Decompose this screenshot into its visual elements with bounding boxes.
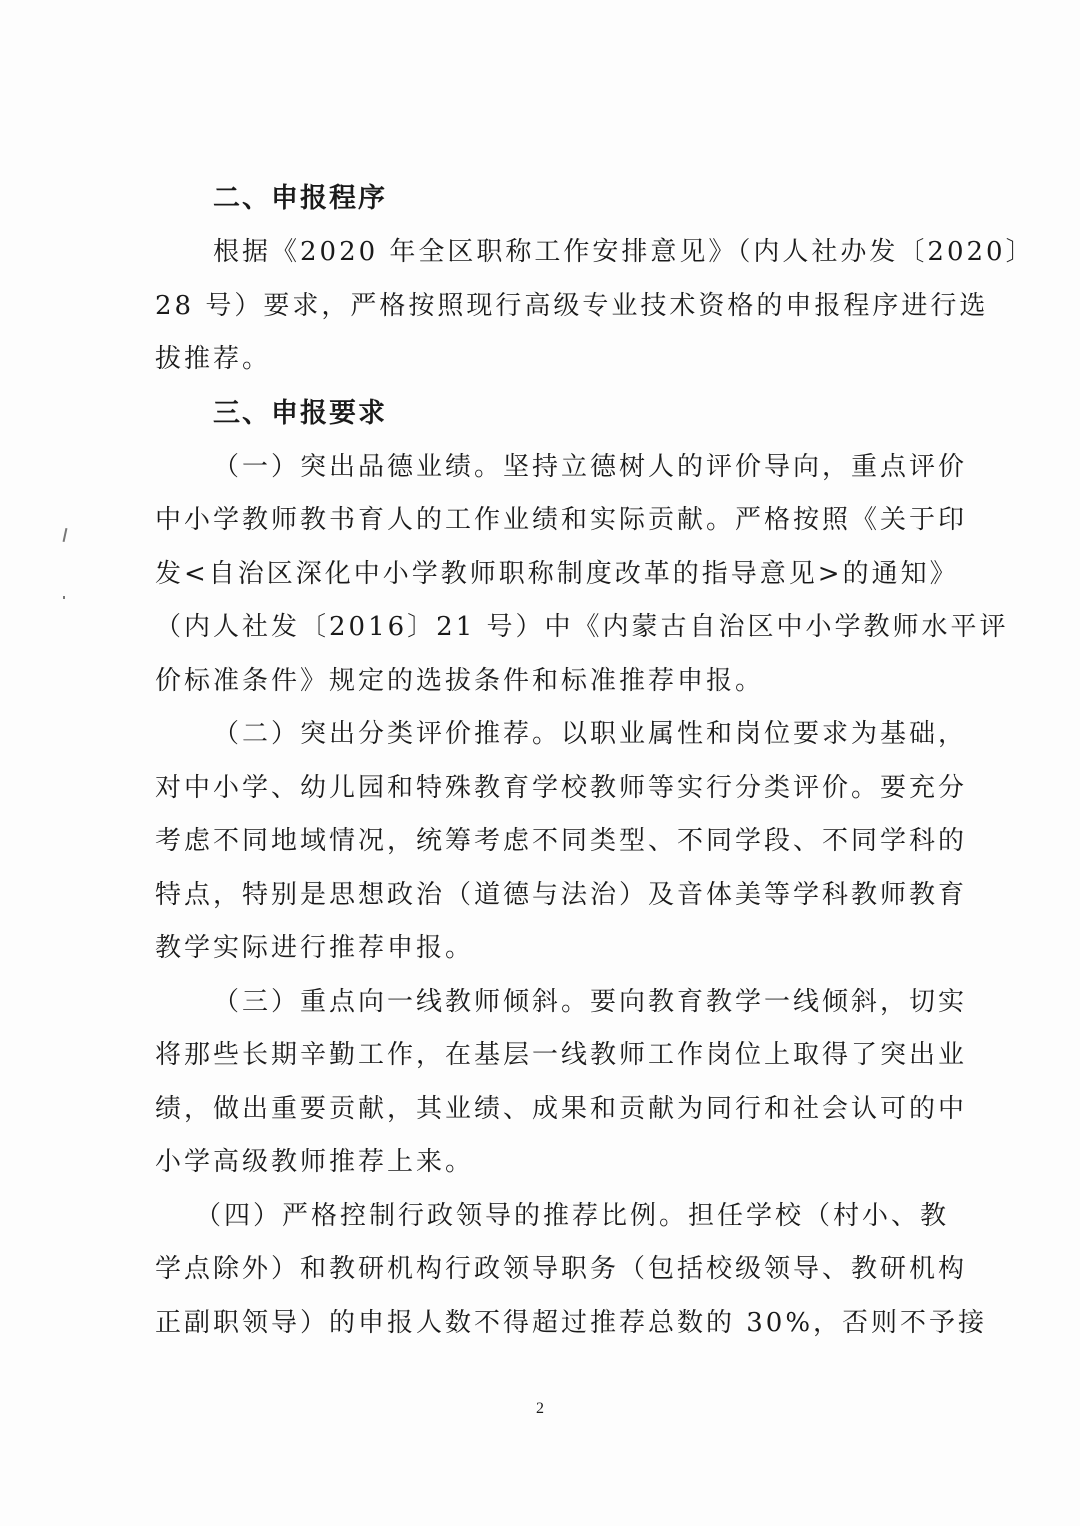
scan-artifact [63, 528, 68, 542]
text-line: 教学实际进行推荐申报。 [155, 933, 475, 963]
text-line: 发<自治区深化中小学教师职称制度改革的指导意见>的通知》 [155, 558, 959, 589]
text-line: 根据《2020 年全区职称工作安排意见》（内人社办发〔2020〕 [213, 237, 1035, 267]
text-line: 中小学教师教书育人的工作业绩和实际贡献。严格按照《关于印 [155, 505, 968, 535]
text-line: （三）重点向一线教师倾斜。要向教育教学一线倾斜，切实 [213, 986, 968, 1017]
section-heading-procedure: 二、申报程序 [213, 183, 387, 214]
text-line: 绩，做出重要贡献，其业绩、成果和贡献为同行和社会认可的中 [155, 1093, 968, 1124]
document-body [155, 172, 1035, 1350]
text-line: 小学高级教师推荐上来。 [155, 1147, 475, 1177]
text-line: （四）严格控制行政领导的推荐比例。担任学校（村小、教 [195, 1200, 950, 1231]
paragraph-procedure [155, 226, 1035, 387]
scan-artifact [63, 596, 65, 599]
text-line: 特点，特别是思想政治（道德与法治）及音体美等学科教师教育 [155, 879, 968, 910]
text-line: 28 号）要求，严格按照现行高级专业技术资格的申报程序进行选 [155, 290, 989, 321]
section-heading-requirements: 三、申报要求 [213, 397, 387, 429]
text-line: 将那些长期辛勤工作，在基层一线教师工作岗位上取得了突出业 [155, 1040, 968, 1070]
paragraph-requirement-2 [155, 708, 968, 976]
text-line: （内人社发〔2016〕21 号）中《内蒙古自治区中小学教师水平评 [155, 612, 1009, 642]
paragraph-requirement-1 [155, 441, 1009, 709]
text-line: （二）突出分类评价推荐。以职业属性和岗位要求为基础， [213, 719, 968, 749]
text-line: 拔推荐。 [155, 344, 272, 374]
text-line: 正副职领导）的申报人数不得超过推荐总数的 30%，否则不予接 [155, 1307, 988, 1338]
text-line: （一）突出品德业绩。坚持立德树人的评价导向，重点评价 [213, 451, 968, 482]
paragraph-requirement-3 [155, 976, 968, 1190]
text-line: 考虑不同地域情况，统筹考虑不同类型、不同学段、不同学科的 [155, 826, 968, 856]
page-number: 2 [536, 1400, 544, 1417]
text-line: 对中小学、幼儿园和特殊教育学校教师等实行分类评价。要充分 [155, 772, 968, 803]
text-line: 价标准条件》规定的选拔条件和标准推荐申报。 [155, 665, 765, 696]
paragraph-requirement-4 [155, 1190, 988, 1351]
text-line: 学点除外）和教研机构行政领导职务（包括校级领导、教研机构 [155, 1254, 968, 1284]
